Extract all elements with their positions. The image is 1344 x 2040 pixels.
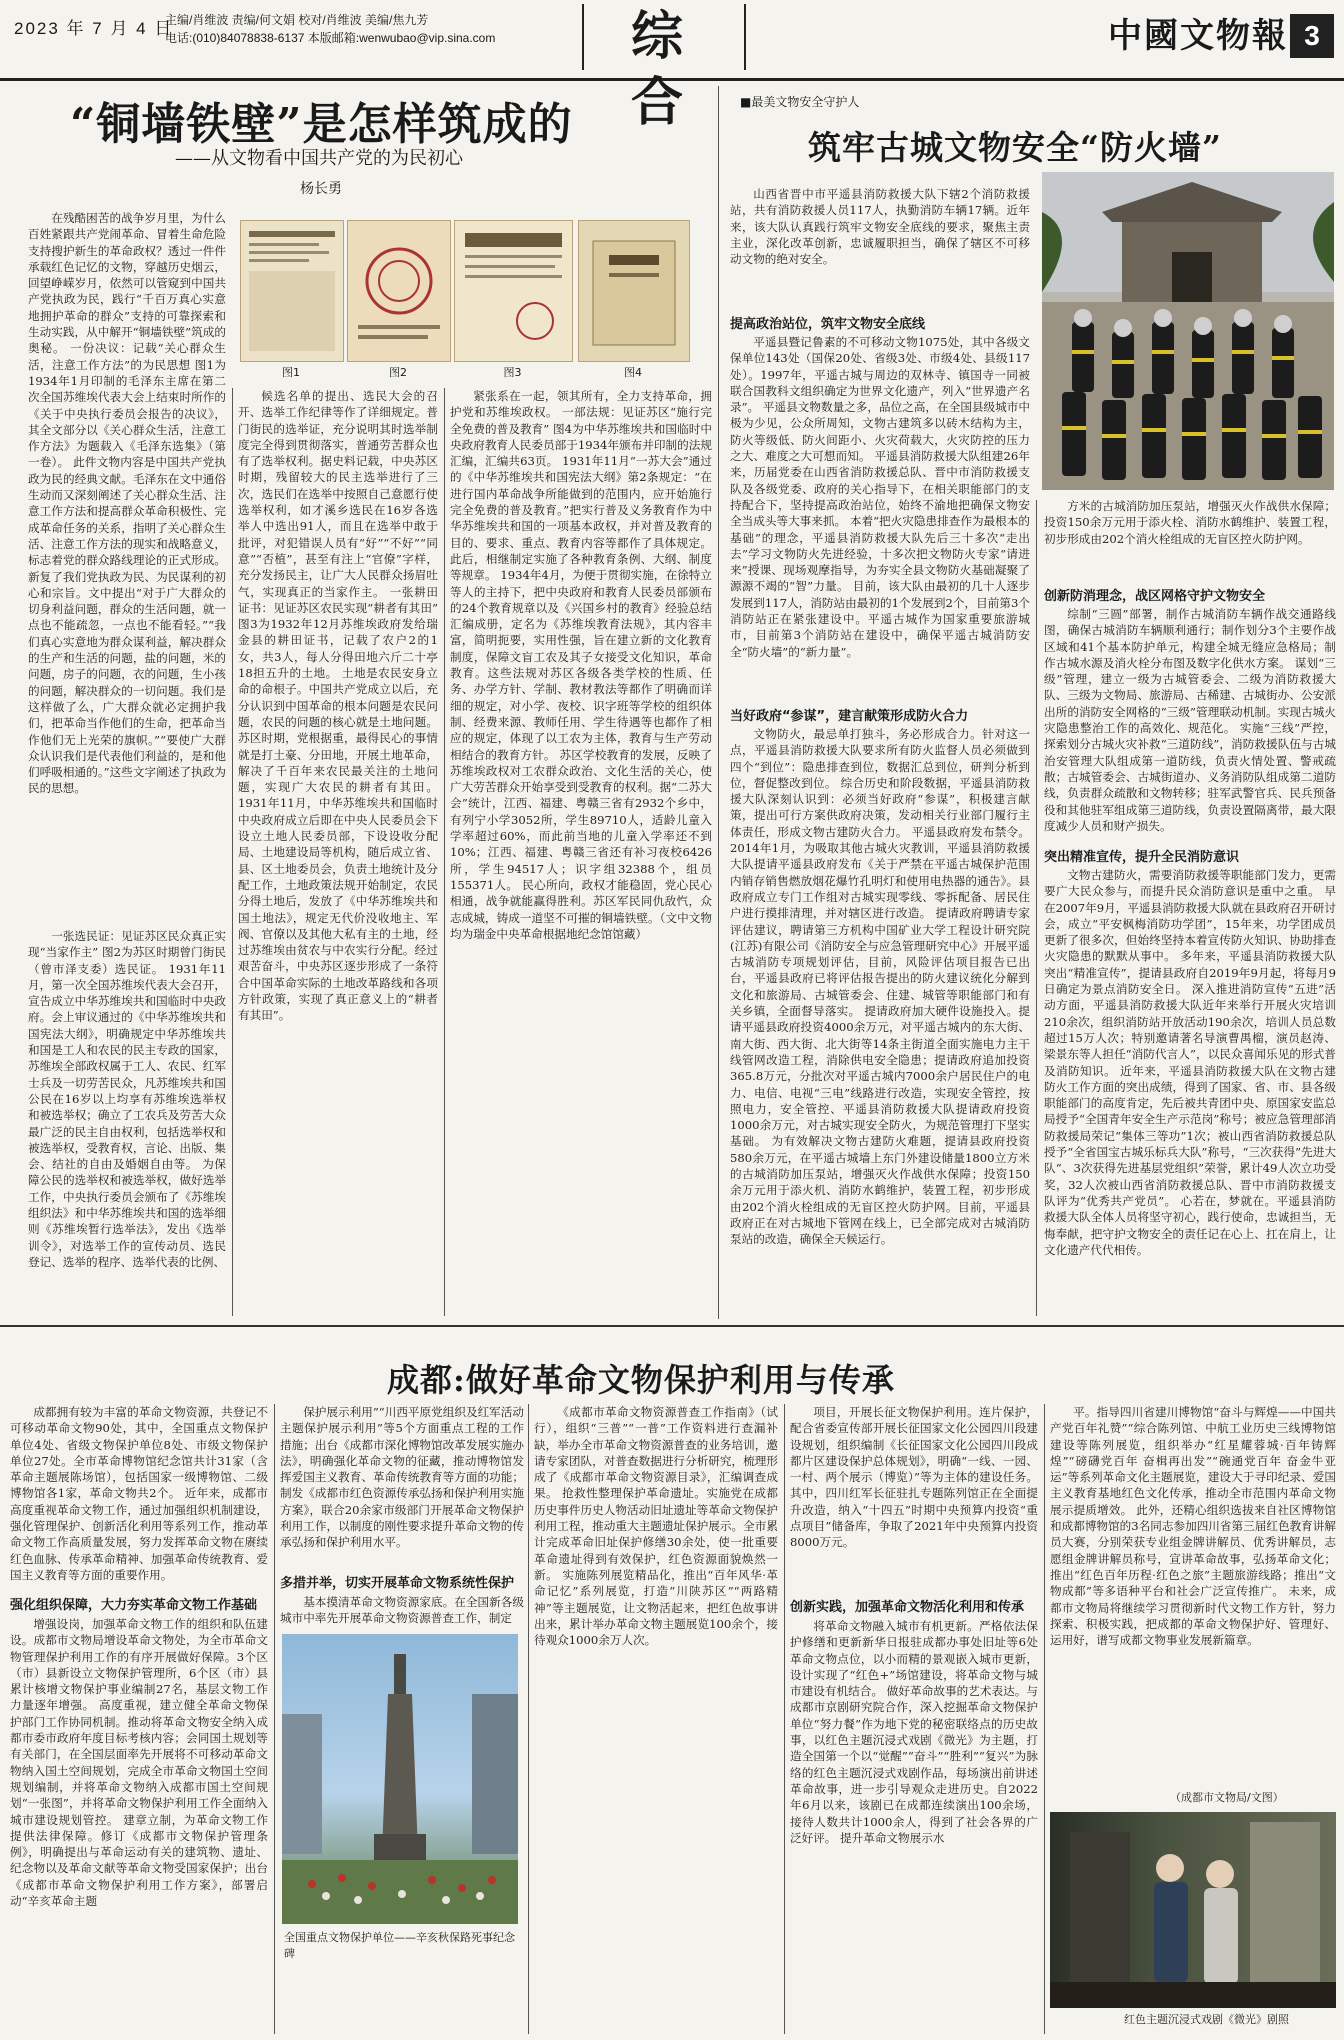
- article2-body-b-cont: 方米的古城消防加压泵站，增强灭火作战供水保障；投资150余万元用于添火栓、消防水鹤维护、装置工程，初步形成由202个消火栓组成的无盲区控火防护网。: [1044, 499, 1336, 546]
- figure-3-label: 图3: [503, 366, 522, 379]
- article2-body-b: 文物防火，最忌单打独斗，务必形成合力。针对这一点，平遥县消防救援大队要求所有防火监督人员必须做到四个“到位”：隐患排查到位，数据汇总到位，研判分析到位，督促整改到位。 综合历史和阶段数据，平遥县消防救援大队深刻认识到：必须当好政府“参谋”，积极建言献策，提出可行方案供政府决策，发动相关行业部门履行主体责任，形成文物古建防火合力。 平遥县政府发布禁令。2014年1月，为吸取其他古城火灾教训，平遥县消防救援大队提请平遥县政府发布《关于严禁在平遥古城保护范围内销存销售燃放烟花爆竹孔明灯和使用电热器的通告》。县政府成立专门工作组对古城实现零线、零拆配备、居民住户进行摸排清理，并对辖区进行改造。 提请政府聘请专家评估建议，聘请第三方机构中国矿业大学工程设计研究院(江苏)有限公司《消防安全与应急管理研究中心》开展平遥古城消防专项规划评估，目前，风险评估项目报告已出台，平遥县政府已将评估报告提出的防火建议统化分解到文化和旅游局、古城管委会、住建、城管等职能部门和有关乡镇，全面督导落实。 提请政府加大硬件设施投入。提请平遥县政府投资4000余万元，对平遥古城内的东大街、南大街、西大街、北大街等14条主街道全面实施电力主干线管网改造工程，消除供电安全隐患；提请政府追加投资365.8万元，分批次对平遥古城内7000余户居民住户的电力、电信、电视“三电”线路进行改造，实现安全管控，按照电力，安全管控、平遥县消防救援大队提请政府投资1000余万元，对古城实现安全防火，为规范管理打下坚实基础。 为有效解决文物古建防火难题，提请县政府投资580余万元，在平遥古城墙上东门外建设储量1800立方米的古城消防加压泵站，增强灭火作战供水保障；投资150余万元用于添火机、消防水鹤维护，装置工程，初步形成由202个消火栓组成的无盲区控火防护网。目前，平遥县政府正在对古城地下管网在线上，已全部完成对古城消防泵站的改造，确保全天候运行。: [730, 727, 1030, 1247]
- article1-column-1: 在残酷困苦的战争岁月里，为什么百姓紧跟共产党闹革命、冒着生命危险支持搜护新生的革命政权？透过一件件承载红色记忆的文物，穿越历史烟云，回望峥嵘岁月，依然可以管窥到中国共产党执政为民，践行“千百万真心实意地拥护革命的群众”支持的可靠探索和生动实践，从中解开“铜墙铁壁”筑成的奥秘。 一份决议：记载“关心群众生活，注意工作方法”的为民思想 图1为1934年1月印制的毛泽东主席在第二次全国苏维埃代表大会上结束时所作的《关于中央执行委员会报告的决议》，其全文部分以《关心群众生活，注意工作方法》为题载入《毛泽东选集》（第一卷）。 此件文物内容是中国共产党执政为民的经典文献。毛泽东在文中通俗生动而又深刻阐述了关心群众生活、注意工作方法和提高群众革命积极性、完成革命任务的关系，指明了关心群众生活、注意工作方法的现实和战略意义，标志着党的群众路线理论的正式形成。新复了我们党执政为民、为民谋利的初心和宗旨。文中提出“对于广大群众的切身利益问题，群众的生活问题，就一点也不能疏忽，一点也不能看轻。”“我们真心实意地为群众谋利益，解决群众的生产和生活的问题，盐的问题，米的问题，房子的问题，衣的问题，生小孩的问题，解决群众的一切问题。我们是这样做了么，广大群众就必定拥护我们，把革命当作他们的生命，把革命当作他们无上光荣的旗帜。”“要使广大群众认识我们是代表他们利益的，是和他们呼吸相通的。”这些文字阐述了执政为民的思想。: [28, 211, 226, 796]
- column-rule: [1044, 1404, 1045, 2034]
- article2-heading-b: 当好政府“参谋”，建言献策形成防火合力: [730, 709, 969, 724]
- firefighters-photo: [1042, 172, 1334, 490]
- editors-line: 主编/肖维波 责编/何文娟 校对/肖维波 美编/焦九芳: [165, 13, 429, 27]
- contact-line: 电话:(010)84078838-6137 本版邮箱:wenwubao@vip.sina.com: [165, 31, 496, 45]
- newspaper-logo: 中國文物報: [1108, 16, 1288, 56]
- article2-heading-c: 创新防消理念，战区网格守护文物安全: [1044, 589, 1266, 604]
- article3-heading-2: 多措并举，切实开展革命文物系统性保护: [280, 1576, 515, 1591]
- figure-4-label: 图4: [624, 366, 642, 379]
- article3-byline: （成都市文物局/文图）: [1170, 1791, 1284, 1804]
- section-divider: [0, 1325, 1344, 1327]
- article2-heading-d: 突出精准宣传，提升全民消防意识: [1044, 850, 1240, 865]
- figure-2-label: 图2: [389, 366, 407, 379]
- column-rule: [444, 388, 445, 1316]
- column-divider: [718, 86, 719, 1319]
- page-number: 3: [1290, 14, 1334, 58]
- column-rule: [1036, 500, 1037, 1316]
- article3-title: 成都:做好革命文物保护利用与传承: [387, 1361, 895, 1399]
- article1-subtitle: ——从文物看中国共产党的为民初心: [175, 148, 463, 169]
- article3-heading-4: 创新实践，加强革命文物活化利用和传承: [790, 1600, 1025, 1615]
- staff-info: [165, 11, 495, 47]
- article2-intro: 山西省晋中市平遥县消防救援大队下辖2个消防救援站，共有消防救援人员117人，执勤消防车辆17辆。近年来，该大队认真践行筑牢文物安全底线的要求，聚焦主责主业，深化改革创新，忠诚履职担当，确保了辖区不可移动文物的绝对安全。: [730, 187, 1030, 267]
- article3-body-4b: 将革命文物融入城市有机更新。严格依法保护修缮和更新新华日报驻成都办事处旧址等6处革命文物点位，以小而精的景观嵌入城市更新，设计实现了“红色+”场馆建设，将革命文物与城市建设有机结合。 做好革命故事的艺术表达。与成都市京剧研究院合作，深入挖掘革命文物保护单位“努力餐”作为地下党的秘密联络点的历史故事，以红色主题沉浸式戏剧《微光》为主题，打造全国第一个以“觉醒”“奋斗”“胜利”“复兴”为脉络的红色主题沉浸式戏剧作品，每场演出前讲述革命故事，进一步引导观众走进历史。自2022年6月以来，该剧已在成都连续演出100余场，接待人数共计1000余人，得到了社会各界的广泛好评。 提升革命文物展示水: [790, 1619, 1038, 1845]
- column-rule: [784, 1404, 785, 2034]
- monument-photo: [282, 1634, 518, 1924]
- figure-1-label: 图1: [282, 366, 300, 379]
- drama-photo: [1050, 1812, 1336, 2008]
- article3-intro: 成都拥有较为丰富的革命文物资源，共登记不可移动革命文物90处，其中，全国重点文物保护单位4处、省级文物保护单位8处、市级文物保护单位27处。全市革命博物馆纪念馆共计31家（含革命主题展陈场馆），包括国家一级博物馆、二级博物馆各1家，革命文物共2个。 近年来，成都市高度重视革命文物工作，通过加强组织机制建设，强化管理保护、创新活化利用等系列工作，推动革命文物工作高质量发展，努力发挥革命文物在赓续红色血脉、传承革命精神、加强革命传统教育、爱国主义教育等方面的重要作用。: [10, 1405, 268, 1582]
- figure-1-image: [240, 220, 344, 362]
- article2-body-a: 平遥县暨记鲁素的不可移动文物1075处，其中各级文保单位143处（国保20处、省级3处、市级4处、县级117处）。1997年，平遥古城与周边的双林寺、镇国寺一同被联合国教科文组织确定为世界文化遗产，列入“世界遗产名录”。 平遥县文物数量之多，品位之高，在全国县级城市中极为少见，公众所周知，文物古建筑多以砖木结构为主，防火等级低、防火间距小、火灾荷载大，火灾防控的压力之大、难度之大可想而知。 平遥县消防救援大队组建26年来，历届党委在山西省消防救援总队、晋中市消防救援支队及各级党委、政府的关心指导下，在相关职能部门的支持配合下，坚持提高政治站位，始终不渝地把确保文物安全当成头等大事来抓。 本着“把火灾隐患排查作为最根本的基础”的理念，平遥县消防救援大队先后三十多次“走出去”学习文物防火先进经验，十多次把文物防火专家“请进来”授课、现场观摩指导，为夯实全县文物防火基础凝聚了源源不竭的“智”力量。 目前，该大队由最初的几十人逐步发展到117人，消防站由最初的1个发展到2个，目前第3个消防站正在紧张建设中。平遥古城作为国家重要旅游城市，目前第3个消防站在建设中，确保平遥古城消防安全“防火墙”的“新力量”。: [730, 335, 1030, 659]
- figure-2-image: [347, 220, 451, 362]
- article3-body-3: 《成都市革命文物资源普查工作指南》（试行），组织“三普”“一普”工作资料进行查漏补缺，举办全市革命文物资源普查的业务培训，邀请专家团队，对普查数据进行分析研究，梳理形成了《成都市革命文物资源目录》，汇编调查成果。 抢救性整理保护革命遗址。实施党在成都历史事件历史人物活动旧址遗址等革命文物保护利用工程，推动重大主题遗址保护展示。全市累计完成革命旧址保护修缮30余处，使一批重要革命遗址得到有效保护，红色资源面貌焕然一新。 实施陈列展览精品化，推出“百年风华·革命记忆”系列展览，打造“川陕苏区”“两路精神”等主题展览，让文物活起来，把红色故事讲出来，累计举办革命文物主题展览100余个，接待观众1000余万人次。: [534, 1405, 778, 1648]
- article1-column-2: 候选名单的提出、选民大会的召开、选举工作纪律等作了详细规定。普门街民的选举证，充分说明其时选举制度完全得到贯彻落实，普通劳苦群众也有了选举权利。据史料记载，中央苏区时期，残留较大的民主选举进行了三次，选民们在选举中按照自己意愿行使选举权利，如才溪乡选民在16岁各选举人中选出91人，而且在选举中敢于批评，对犯错误人员有“好”“不好”“同意”“否植”，甚至有注上“官僚”字样，充分发扬民主，让广大人民群众扬眉吐气，实现真正的当家作主。 一张耕田证书：见证苏区农民实现“耕者有其田” 图3为1932年12月苏维埃政府发给瑞金县的耕田证书，记载了农户2的1女，共3人，每人分得田地六斤二十亭18担五升的土地。 土地是农民安身立命的命根子。中国共产党成立以后，充分认识到中国革命的根本问题是农民问题，农民的问题的核心就是土地问题。苏区时期，党根据重，最得民心的事情就是打土豪、分田地，开展土地革命，解决了千百年来农民最关注的土地问题，实现广大农民的耕者有其田。1931年11月，中华苏维埃共和国临时中央政府成立后即在中央人民委员会下设立土地人民委员部，下设设收分配局、土地建设局等机构，随后成立省、县、区土地委员会，负责土地统计及分配工作，土地政策法规开始制定，农民分得土地后，发放了《中华苏维埃共和国土地法》，规定无代价没收地主、军阀、官僚以及其他大私有主的土地，经过苏维埃由贫农与中农实行分配。经过艰苦奋斗，中央苏区逐步形成了一条符合中国革命实际的土地改革路线和各项方针政策，实现了真正意义上的“耕者有其田”。: [238, 389, 438, 1023]
- column-rule: [232, 388, 233, 1316]
- article1-column-1b: 一张选民证：见证苏区民众真正实现“当家作主” 图2为苏区时期曾门街民（曾市泽支委）选民证。 1931年11月，第一次全国苏维埃代表大会召开，宣告成立中华苏维埃共和国临时中央政府。会上审议通过的《中华苏维埃共和国宪法大纲》，明确规定中华苏维埃共和国是工人和农民的民主专政的国家，苏维埃全部政权属于工人、农民、红军士兵及一切劳苦民众，凡苏维埃共和国公民在16岁以上均享有苏维埃选举权和被选举权；确立了工农兵及劳苦大众最广泛的民主自由权利，包括选举权和被选举权，受教育权，言论、出版、集会、结社的自由及婚姻自由等。 为保障公民的选举权和被选举权，做好选举工作，中央执行委员会颁布了《苏维埃组织法》和中华苏维埃共和国的选举细则《苏维埃暂行选举法》，发出《选举训令》，对选举工作的宣传动员、选民登记、选举的程序、选举代表的比例、: [28, 929, 226, 1269]
- drama-photo-caption: 红色主题沉浸式戏剧《微光》剧照: [1124, 2013, 1289, 2026]
- article1-author: 杨长勇: [300, 181, 342, 197]
- article2-title: 筑牢古城文物安全“防火墙”: [808, 128, 1222, 167]
- figure-3-image: [454, 220, 573, 362]
- article3-body-5: 平。指导四川省建川博物馆“奋斗与辉煌——中国共产党百年礼赞”“综合陈列馆、中航工业历史三线博物馆建设等陈列展览，组织举办“红星耀蓉城·百年铸辉煌”“磅礴党百年 奋楫再出发”“碗通党百年 奋金牛亚运”等系列革命文化主题展览，建设大于寻印纪录、爱国主义教育基地红色文化传承，推动全市范围内革命文物展示提质增效。 此外，还精心组织选拔来自社区博物馆和成都博物馆的3名同志参加四川省第三届红色教育讲解员大赛，分别荣获专业组金牌讲解员、优秀讲解员，志愿组金牌讲解员称号，宣讲革命故事，弘扬革命文化；推出“红色百年历程·红色之旅”主题旅游线路；推出“文物成都”等多语种平台和社会广泛宣传推广。 未来，成都市文物局将继续学习贯彻新时代文物工作方针，努力探索、积极实践，把成都的革命文物保护好、管理好、运用好，谱写成都文物事业发展新篇章。: [1050, 1405, 1336, 1648]
- article1-title: “铜墙铁壁”是怎样筑成的: [70, 99, 573, 150]
- issue-date: 2023 年 7 月 4 日: [14, 19, 174, 38]
- article3-body-1: 增强设岗，加强革命文物工作的组织和队伍建设。成都市文物局增设革命文物处，为全市革命文物管理保护利用工作的有序开展做好保障。3个区（市）县新设立文物保护管理所，6个区（市）县累计核增文物保护事业编制27名，基层文物工作力量逐年增强。 高度重视，建立健全革命文物保护部门工作协同机制。推动将革命文物安全纳入成都市委市政府年度目标考核内容；会同国土规划等有关部门，在全国层面率先开展将不可移动革命文物纳入国土空间规划，完成全市革命文物国土空间规划编制，并将革命文物纳入成都市国土空间规划“一张图”，并将革命文物保护利用工作全面纳入城市建设规划管控。 建章立制，为革命文物工作提供法律保障。修订《成都市文物保护管理条例》，明确提出与革命运动有关的建筑物、遗址、纪念物以及革命文献等革命文物受国家保护；出台《成都市革命文物保护利用工作方案》，部署启动“辛亥革命主题: [10, 1617, 268, 1909]
- article2-heading-a: 提高政治站位，筑牢文物安全底线: [730, 317, 926, 332]
- figure-4-image: [578, 220, 690, 362]
- article2-body-c: 综制“三圆”部署，制作古城消防车辆作战交通路线图，确保古城消防车辆顺利通行；制作划分3个主要作战区域和41个基本防护单元，构建全城无缝应急格局；制作古城水源及消火栓分布图及数字化供水方案。 谋划“三级”管理，建立一级为古城管委会、二级为消防救援大队、三级为文物局、旅游局、古稀建、古城街办、公安派出所的消防安全网格的“三级”管理联动机制。实现古城火灾隐患整治工作的高效化、规范化。 实施“三线”严控，探索划分古城火灾补救“三道防线”，消防救援队伍与古城治安管理大队组成第一道防线，负责火情处置、警戒疏散；古城管委会、古城街道办、义务消防队组成第二道防线，负责群众疏散和文物转移；驻军武警官兵、民兵预备役和其他驻军组成第三道防线，负责设置隔离带，最大限度减少人员和财产损失。: [1044, 607, 1336, 833]
- section-title: 综 合: [582, 4, 746, 70]
- column-rule: [528, 1404, 529, 2034]
- article3-body-4: 项目，开展长征文物保护利用。连片保护，配合省委宣传部开展长征国家文化公园四川段建设规划，组织编制《长征国家文化公园四川段成都片区建设保护总体规划》，明确“一线、一园、一村、两个展示（博览）”等为主体的建设任务。其中，四川红军长征驻扎专题陈列馆正在全面提升改造，纳入“十四五”时期中央预算内投资“重点项目”储备库，争取了2021年中央预算内投资8000万元。: [790, 1405, 1038, 1550]
- monument-photo-caption: 全国重点文物保护单位——辛亥秋保路死事纪念碑: [284, 1931, 515, 1960]
- article3-body-2: 保护展示利用”“川西平原党组织及红军活动主题保护展示利用”等5个方面重点工程的工作措施；出台《成都市深化博物馆改革发展实施办法》，明确强化革命文物的征藏，推动博物馆发挥爱国主义教育、革命传统教育等方面的功能；制发《成都市红色资源传承弘扬和保护利用实施方案》，联合20余家市级部门开展革命文物保护利用工作，以制度的刚性要求提升革命文物的传承弘扬和保护利用水平。: [280, 1405, 524, 1550]
- article2-body-d: 文物古建防火，需要消防救援等职能部门发力，更需要广大民众参与，而提升民众消防意识是重中之重。 早在2007年9月，平遥县消防救援大队就在县政府召开研讨会，成立“平安枫梅消防功学团”，15年来，功学团成员更新了很多次，但始终坚持本着宣传防火知识、协助排查火灾隐患的默默从事中。 多年来，平遥县消防救援大队突出“精准宣传”，提请县政府自2019年9月起，将每月9日确定为景点消防安全日。 深入推进消防宣传“五进”活动方面，平遥县消防救援大队近年来举行开展火灾培训210余次，组织消防站开放活动190余次，培训人员总数超过15万人次；特别邀请著名导演曹禺榴，演员赵涛、梁景东等人担任“消防代言人”，以民众喜闻乐见的形式普及消防知识。 近年来，平遥县消防救援大队在文物古建防火工作方面的突出成绩，得到了国家、省、市、县各级职能部门的高度肯定，先后被共青团中央、原国家安监总局授予“全国青年安全生产示范岗”称号；被应急管理部消防救援局荣记“集体三等功”1次；被山西省消防救援总队授予“全省国宝古城乐标兵大队”称号，“三次获得”先进大队“、3次获得先进基层党组织”荣誉，累计49人次立功受奖，32人次被山西省消防救援总队、晋中市消防救援支队评为“优秀共产党员”。 心若在，梦就在。平遥县消防救援大队全体人员将坚守初心，践行使命，忠诚担当，无悔奉献，把守护文物安全的责任记在心上、扛在肩上，让文化遗产代代相传。: [1044, 868, 1336, 1257]
- column-rule: [274, 1404, 275, 2034]
- article3-body-2b: 基本摸清革命文物资源家底。在全国新各级城市中率先开展革命文物资源普查工作，制定: [280, 1595, 524, 1626]
- article1-column-3: 紧张系在一起，领其所有，全力支持革命，拥护党和苏维埃政权。 一部法规：见证苏区“施行完全免费的普及教育” 图4为中华苏维埃共和国临时中央政府教育人民委员部于1934年颁布并印制的法规汇编，汇编共63页。 1931年11月“一苏大会”通过的《中华苏维埃共和国宪法大纲》第2条规定：“在进行国内革命战争所能做到的范围内，应开始施行完全免费的普及教育。”把实行普及义务教育作为中华苏维埃共和国的一项基本政权，并对普及教育的目的、要求、重点、教育内容等都作了具体规定。此后，相继制定实施了各种教育条例、大纲、制度等规章。 1934年4月，为便于贯彻实施，在徐特立等人的主持下，把中央政府和教育人民委员部颁布的24个教育规章以及《兴国乡村的教育》经验总结汇编成册，定名为《苏维埃教育法规》，其内容丰富，简明扼要，实用性强，旨在建立新的文化教育制度，保障文盲工农及其子女接受文化知识，革命教育。这些法规对苏区各级各类学校的性质、任务、办学方针、学制、教材教法等都作了明确而详细的规定，对小学、夜校、识字班等学校的组织体制、经费来源、教师任用、学生待遇等也都作了相应的规定，体现了以工农为主体，教育与生产劳动相结合的教育方针。 苏区学校教育的发展，反映了苏维埃政权对工农群众政治、文化生活的关心，使广大劳苦群众开始享受到受教育的权利。据“二苏大会”统计，江西、福建、粤赣三省有2932个乡中，有列宁小学3052所，学生89710人，适龄儿童入学率超过60%，而此前当地的儿童入学率还不到10%；江西、福建、粤赣三省还有补习夜校6426所，学生94517人；识字组32388个，组员155371人。 民心所向，政权才能稳固，党心民心相通，战争就能赢得胜利。苏区军民同仇敌忾，众志成城，铸成一道坚不可摧的铜墙铁壁。（文中文物均为瑞金中央革命根据地纪念馆馆藏）: [450, 389, 712, 941]
- article2-kicker: ■最美文物安全守护人: [740, 95, 860, 109]
- article3-heading-1: 强化组织保障，大力夯实革命文物工作基础: [10, 1598, 258, 1613]
